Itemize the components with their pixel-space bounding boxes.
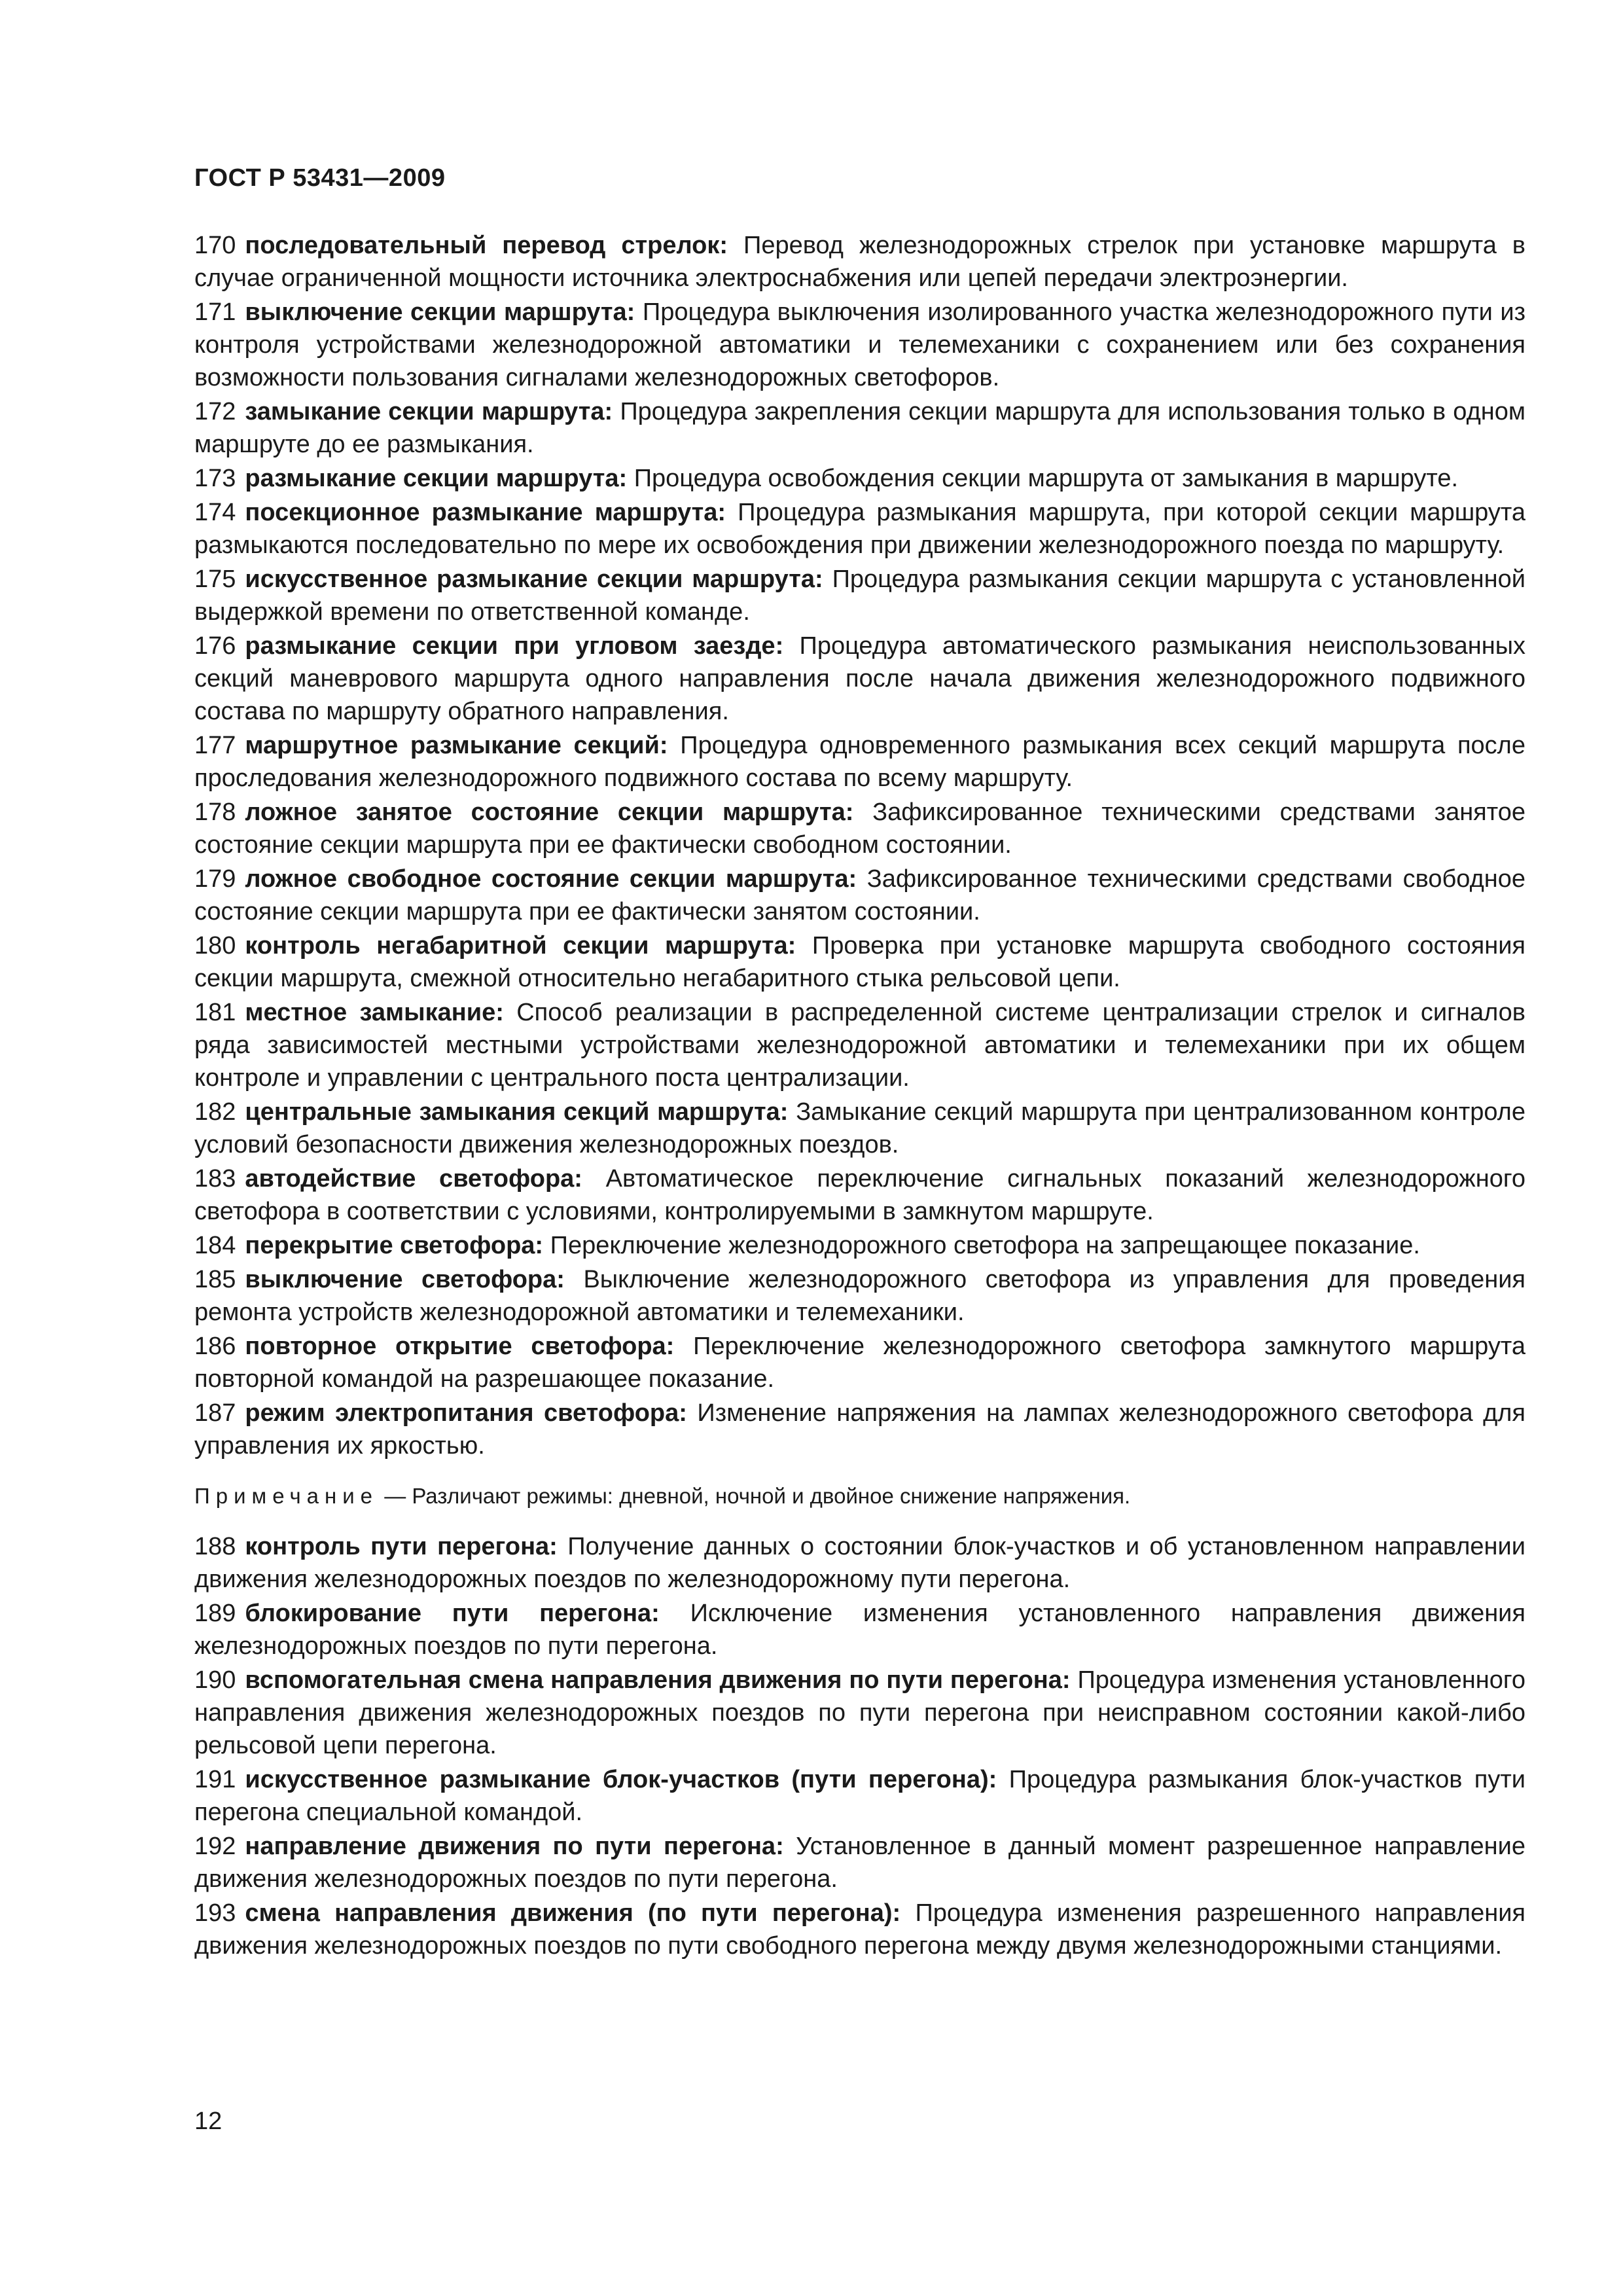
document-page [194, 0, 1525, 2296]
term-name: контроль негабаритной секции маршрута: [245, 932, 796, 960]
term-definition: Установленное в данный момент разрешенное направление движения железнодорожных поездов по пути перегона. [194, 1833, 1525, 1893]
term-entry [194, 229, 1525, 295]
term-name: выключение светофора: [245, 1266, 565, 1293]
term-number: 176 [194, 632, 236, 660]
term-name: блокирование пути перегона: [245, 1600, 660, 1627]
term-entry [194, 1263, 1525, 1329]
term-definition: Автоматическое переключение сигнальных показаний железнодорожного светофора в соответствии с условиями, контролируемыми в замкнутом маршруте. [194, 1165, 1525, 1225]
term-name: режим электропитания светофора: [245, 1399, 687, 1427]
term-name: искусственное размыкание секции маршрута: [245, 565, 823, 593]
term-name: маршрутное размыкание секций: [245, 732, 668, 759]
terms-group-before-note [194, 229, 1525, 1462]
note-text: — Различают режимы: дневной, ночной и двойное снижение напряжения. [384, 1484, 1131, 1508]
term-name: перекрытие светофора: [245, 1232, 544, 1259]
term-number: 179 [194, 865, 236, 893]
term-name: автодействие светофора: [245, 1165, 582, 1193]
term-name: ложное занятое состояние секции маршрута: [245, 798, 854, 826]
term-number: 173 [194, 465, 236, 492]
term-number: 188 [194, 1533, 236, 1560]
term-entry [194, 1597, 1525, 1662]
terms-group-after-note [194, 1530, 1525, 1962]
term-number: 175 [194, 565, 236, 593]
term-number: 172 [194, 398, 236, 425]
term-definition: Исключение изменения установленного направления движения железнодорожных поездов по пути перегона. [194, 1600, 1525, 1660]
term-number: 191 [194, 1766, 236, 1793]
term-number: 184 [194, 1232, 236, 1259]
term-name: местное замыкание: [245, 999, 504, 1026]
term-number: 192 [194, 1833, 236, 1860]
term-entry [194, 929, 1525, 995]
term-definition: Процедура изменения разрешенного направления движения железнодорожных поездов по пути свободного перегона между двумя железнодорожными станциями. [194, 1899, 1525, 1960]
term-definition: Переключение железнодорожного светофора на запрещающее показание. [550, 1232, 1420, 1259]
term-definition: Зафиксированное техническими средствами свободное состояние секции маршрута при ее фактически занятом состоянии. [194, 865, 1526, 925]
term-entry [194, 1096, 1525, 1161]
term-name: направление движения по пути перегона: [245, 1833, 784, 1860]
term-definition: Процедура размыкания блок-участков пути перегона специальной командой. [194, 1766, 1526, 1826]
term-definition: Переключение железнодорожного светофора замкнутого маршрута повторной командой на разрешающее показание. [194, 1333, 1525, 1393]
term-entry [194, 462, 1525, 495]
term-definition: Процедура размыкания секции маршрута с установленной выдержкой времени по ответственной команде. [194, 565, 1525, 626]
term-definition: Проверка при установке маршрута свободного состояния секции маршрута, смежной относительно негабаритного стыка рельсовой цепи. [194, 932, 1526, 992]
term-entry [194, 1229, 1525, 1262]
term-entry [194, 1530, 1525, 1596]
term-number: 181 [194, 999, 236, 1026]
term-number: 186 [194, 1333, 236, 1360]
term-name: смена направления движения (по пути перегона): [245, 1899, 901, 1927]
term-number: 177 [194, 732, 236, 759]
term-definition: Процедура выключения изолированного участка железнодорожного пути из контроля устройствами железнодорожной автоматики и телемеханики с сохранением или без сохранения возможности пользования сигналами железнодорожных светофоров. [194, 298, 1526, 391]
term-definition: Зафиксированное техническими средствами занятое состояние секции маршрута при ее фактически свободном состоянии. [194, 798, 1526, 859]
term-entry [194, 1763, 1525, 1829]
page-number: 12 [194, 2108, 223, 2135]
term-entry [194, 729, 1525, 795]
term-name: размыкание секции маршрута: [245, 465, 628, 492]
term-entry [194, 996, 1525, 1094]
term-name: центральные замыкания секций маршрута: [245, 1098, 789, 1126]
term-definition: Выключение железнодорожного светофора из управления для проведения ремонта устройств железнодорожной автоматики и телемеханики. [194, 1266, 1525, 1326]
term-entry [194, 630, 1525, 728]
term-definition: Перевод железнодорожных стрелок при установке маршрута в случае ограниченной мощности источника электроснабжения или цепей передачи электроэнергии. [194, 232, 1525, 292]
term-entry [194, 863, 1525, 928]
term-number: 185 [194, 1266, 236, 1293]
term-entry [194, 796, 1525, 861]
term-number: 183 [194, 1165, 236, 1193]
term-number: 178 [194, 798, 236, 826]
term-entry [194, 563, 1525, 628]
term-number: 170 [194, 232, 236, 259]
note [194, 1482, 1525, 1511]
terms-list [194, 229, 1525, 1964]
term-definition: Процедура размыкания маршрута, при которой секции маршрута размыкаются последовательно по мере их освобождения при движении железнодорожного поезда по маршруту. [194, 499, 1526, 559]
term-number: 190 [194, 1666, 236, 1694]
term-name: последовательный перевод стрелок: [245, 232, 728, 259]
term-number: 193 [194, 1899, 236, 1927]
term-number: 189 [194, 1600, 236, 1627]
term-definition: Процедура закрепления секции маршрута для использования только в одном маршруте до ее размыкания. [194, 398, 1526, 458]
term-name: посекционное размыкание маршрута: [245, 499, 726, 526]
term-entry [194, 1897, 1525, 1962]
term-number: 174 [194, 499, 236, 526]
term-definition: Способ реализации в распределенной системе централизации стрелок и сигналов ряда зависимостей местными устройствами железнодорожной автоматики и телемеханики при их общем контроле и управлении с центрального поста централизации. [194, 999, 1525, 1092]
term-entry [194, 1664, 1525, 1762]
term-name: замыкание секции маршрута: [245, 398, 613, 425]
term-definition: Изменение напряжения на лампах железнодорожного светофора для управления их яркостью. [194, 1399, 1525, 1460]
note-label: Примечание [194, 1484, 379, 1508]
term-name: контроль пути перегона: [245, 1533, 558, 1560]
term-name: вспомогательная смена направления движения по пути перегона: [245, 1666, 1071, 1694]
term-number: 171 [194, 298, 236, 326]
term-definition: Процедура изменения установленного направления движения железнодорожных поездов по пути перегона при неисправном состоянии какой-либо рельсовой цепи перегона. [194, 1666, 1526, 1759]
term-definition: Процедура автоматического размыкания неиспользованных секций маневрового маршрута одного направления после начала движения железнодорожного подвижного состава по маршруту обратного направления. [194, 632, 1526, 725]
term-entry [194, 395, 1525, 461]
term-definition: Процедура освобождения секции маршрута от замыкания в маршруте. [633, 465, 1459, 492]
standard-code-header: ГОСТ Р 53431—2009 [194, 164, 446, 192]
term-entry [194, 1830, 1525, 1895]
term-name: выключение секции маршрута: [245, 298, 635, 326]
term-name: размыкание секции при угловом заезде: [245, 632, 784, 660]
term-definition: Замыкание секций маршрута при централизованном контроле условий безопасности движения железнодорожных поездов. [194, 1098, 1525, 1158]
term-entry [194, 1162, 1525, 1228]
term-entry [194, 496, 1525, 562]
term-definition: Процедура одновременного размыкания всех секций маршрута после проследования железнодорожного подвижного состава по всему маршруту. [194, 732, 1525, 792]
term-entry [194, 1330, 1525, 1395]
term-entry [194, 296, 1525, 394]
term-number: 182 [194, 1098, 236, 1126]
term-definition: Получение данных о состоянии блок-участков и об установленном направлении движения железнодорожных поездов по железнодорожному пути перегона. [194, 1533, 1525, 1593]
term-entry [194, 1397, 1525, 1462]
term-name: ложное свободное состояние секции маршрута: [245, 865, 857, 893]
term-number: 180 [194, 932, 236, 960]
term-name: повторное открытие светофора: [245, 1333, 675, 1360]
term-number: 187 [194, 1399, 236, 1427]
term-name: искусственное размыкание блок-участков (пути перегона): [245, 1766, 997, 1793]
